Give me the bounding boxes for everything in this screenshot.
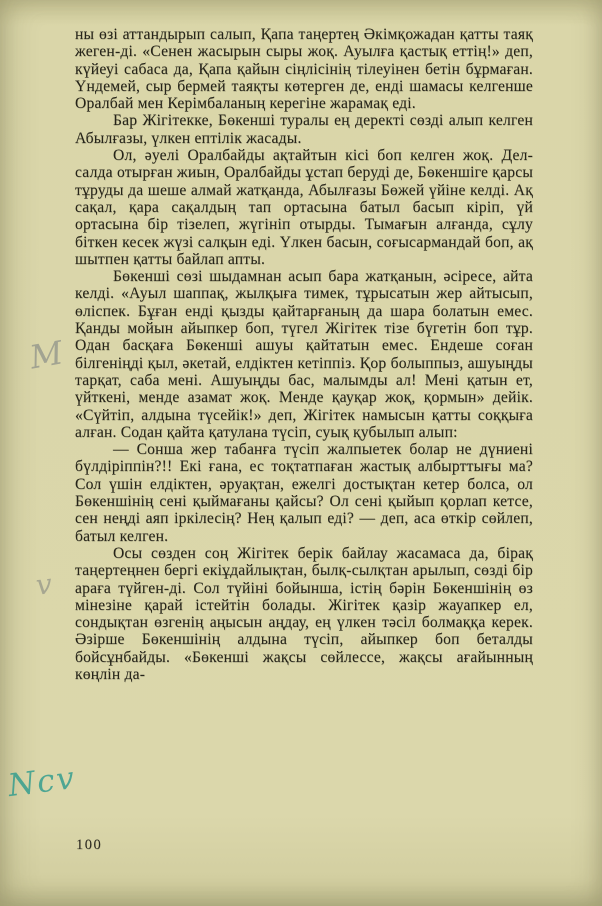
margin-annotation: M xyxy=(26,333,66,377)
paragraph: Осы сөзден соң Жігітек берік байлау жасамаса да, бірақ таңертеңнен бергі екіұдайлықтан, былқ-сылқтан арылып, сөзді бір араға түйген-ді. Сол түйіні бойынша, істің бәрін Бөкеншінің өз мінезіне қарай істейтін болады. Жігітек қазір жауапкер ел, сондықтан өзгенің аңысын аңдау, ең үлкен тәсіл болмаққа керек. Әзірше Бөкеншінің алдына түсіп, айыпкер боп беталды бойсұнбайды. «Бөкенші жақсы сөйлессе, жақсы ағайынның көңлін да- xyxy=(75,544,533,683)
margin-annotation: v xyxy=(34,567,54,602)
paragraph: Бөкенші сөзі шыдамнан асып бара жатқанын, әсіресе, айта келді. «Ауыл шаппақ, жылқыға тимек, тұрысатын жер айтысып, өліспек. Бұған енді қызды қайтарғаның да шара болатын емес. Қанды мойын айыпкер боп, түгел Жігітек тізе бүгетін боп тұр. Одан басқаға Бөкенші ашуы қайтатын емес. Ендеше соған білгеніңді қыл, әкетай, елдіктен кетіппіз. Қор болыппыз, ашуыңды тарқат, саба мені. Ашуыңды бас, малымды ал! Мені қатын ет, үйткені, менде азамат жоқ. Менде қауқар жоқ, қормын» дейік. «Сүйтіп, алдына түсейік!» деп, Жігітек намысын қатты соққыға алған. Содан қайта қатулана түсіп, суық қубылып алып: xyxy=(75,268,533,441)
text-block xyxy=(75,26,533,683)
margin-annotation: Ncv xyxy=(6,759,78,805)
paragraph: Бар Жігітекке, Бөкенші туралы ең деректі сөзді алып келген Абылғазы, үлкен ептілік жасады. xyxy=(75,112,533,147)
page-number: 100 xyxy=(76,837,103,853)
paragraph: ны өзі аттандырып салып, Қапа таңертең Әкімқожадан қатты таяқ жеген-ді. «Сенен жасырын сыры жоқ. Ауылға қастық еттің!» деп, күйеуі сабаса да, Қапа қайын сіңлісінің тілеуінен бетін бұрмаған. Үндемей, сыр бермей таяқты көтерген де, енді шамасы келгенше Оралбай мен Керімбаланың керегіне жарамақ еді. xyxy=(75,26,533,113)
paragraph: Ол, әуелі Оралбайды ақтайтын кісі боп келген жоқ. Дел-салда отырған жиын, Оралбайды ұстап беруді де, Бөкеншіге қарсы тұруды да шеше алмай жатқанда, Абылғазы Бөжей үйіне келді. Ақ сақал, қара сақалдың тап ортасына батыл басып кіріп, үй ортасына бір тізелеп, жүгініп отырды. Тымағын алғанда, сұлу біткен кесек жүзі салқын еді. Үлкен басын, соғысармандай боп, ақ шытпен қатты байлап апты. xyxy=(75,147,533,268)
paragraph: — Сонша жер табанға түсіп жалпыетек болар не дүниені бүлдіріппін?!! Екі ғана, ес тоқтатпаған жастық албырттығы ма? Сол үшін елдіктен, әруақтан, ежелгі достықтан кетер болса, ол Бөкеншінің сені қыймағаны қайсы? Ол сені қыйып қорлап кетсе, сен неңді аяп іркілесің? Нең қалып еді? — деп, аса өткір сөйлеп, батыл келген. xyxy=(75,441,533,545)
